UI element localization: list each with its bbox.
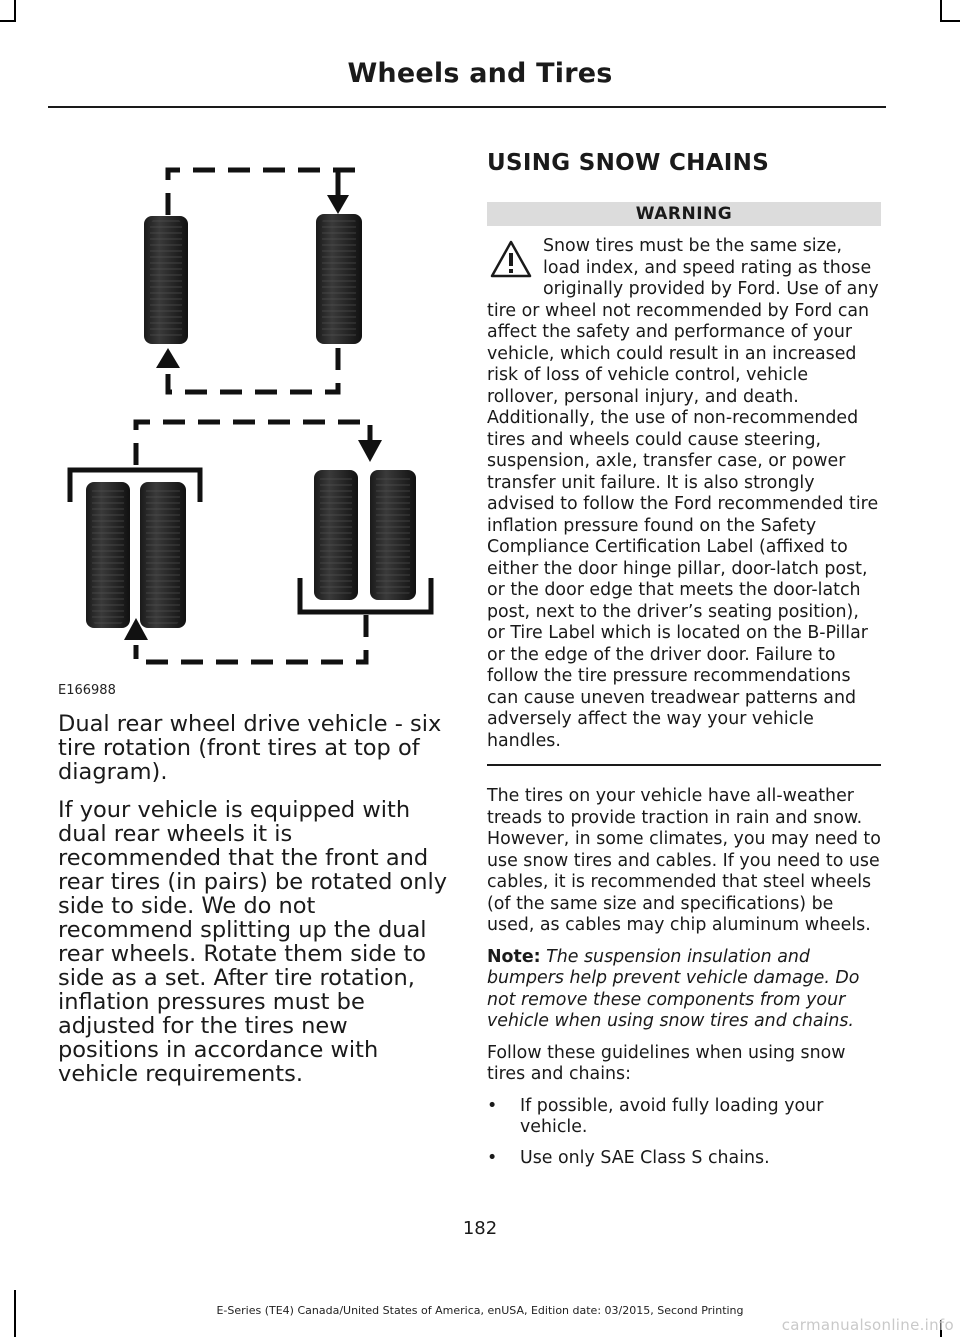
tire-rotation-illustration	[48, 140, 468, 700]
right-column	[487, 140, 881, 1178]
list-item: • Use only SAE Class S chains.	[487, 1148, 881, 1170]
front-left-tire	[144, 216, 188, 344]
warning-divider	[487, 764, 881, 766]
crop-mark	[940, 20, 960, 22]
list-item: • If possible, avoid fully loading your vehicle.	[487, 1096, 881, 1139]
figure-id: E166988	[58, 683, 116, 698]
front-right-tire	[316, 214, 362, 344]
guidelines-list	[487, 1096, 881, 1170]
body-text	[487, 786, 881, 1169]
tire-rotation-diagram	[48, 140, 468, 700]
page-number: 182	[462, 1218, 498, 1239]
note-label: Note:	[487, 946, 541, 967]
note-paragraph	[487, 947, 881, 1033]
footer-text: E-Series (TE4) Canada/United States of America, enUSA, Edition date: 03/2015, Second Printing	[216, 1304, 744, 1317]
warning-triangle-icon	[489, 238, 533, 282]
rear-right-dual-tires	[314, 470, 416, 600]
crop-mark	[14, 0, 16, 20]
left-column	[58, 712, 453, 1100]
section-title: USING SNOW CHAINS	[487, 150, 770, 176]
guidelines-paragraph: Follow these guidelines when using snow tires and chains:	[487, 1042, 846, 1084]
snow-tires-paragraph: The tires on your vehicle have all-weather treads to provide traction in rain and snow. However, in some climates, you may need to use snow tires and cables. If you need to use cables, it is recommended that steel wheels (of the same size and specifications) be used, as cables may chip aluminum wheels.	[487, 786, 881, 935]
rear-left-dual-tires	[86, 482, 186, 628]
header-divider	[48, 106, 886, 108]
note-text: The suspension insulation and bumpers help prevent vehicle damage. Do not remove these components from your vehicle when using snow tires and chains.	[487, 946, 860, 1031]
warning-text: Snow tires must be the same size, load index, and speed rating as those originally provided by Ford. Use of any tire or wheel not recommended by Ford can affect the safety and performance of your vehicle, which could result in an increased risk of loss of vehicle control, vehicle rollover, personal injury, and death. Additionally, the use of non-recommended tires and wheels could cause steering, suspension, axle, transfer case, or power transfer unit failure. It is also strongly advised to follow the Ford recommended tire inflation pressure found on the Safety Compliance Certification Label (affixed to either the door hinge pillar, door-latch post, or the door edge that meets the door-latch post, next to the driver’s seating position), or Tire Label which is located on the B-Pillar or the edge of the driver door. Failure to follow the tire pressure recommendations can cause uneven treadwear patterns and adversely affect the way your vehicle handles.	[487, 236, 879, 751]
watermark: carmanualsonline.info	[781, 1316, 954, 1334]
warning-box	[487, 236, 881, 752]
crop-mark	[0, 20, 16, 22]
warning-header: WARNING	[487, 202, 881, 226]
page-title: Wheels and Tires	[347, 58, 613, 89]
dual-rear-wheel-paragraph: If your vehicle is equipped with dual rear wheels it is recommended that the front and rear tires (in pairs) be rotated only side to side. We do not recommend splitting up the dual rear wheels. Rotate them side to side as a set. After tire rotation, inflation pressures must be adjusted for the tires new positions in accordance with vehicle requirements.	[58, 797, 448, 1087]
crop-mark	[940, 0, 942, 20]
figure-caption: Dual rear wheel drive vehicle - six tire rotation (front tires at top of diagram).	[58, 711, 442, 785]
